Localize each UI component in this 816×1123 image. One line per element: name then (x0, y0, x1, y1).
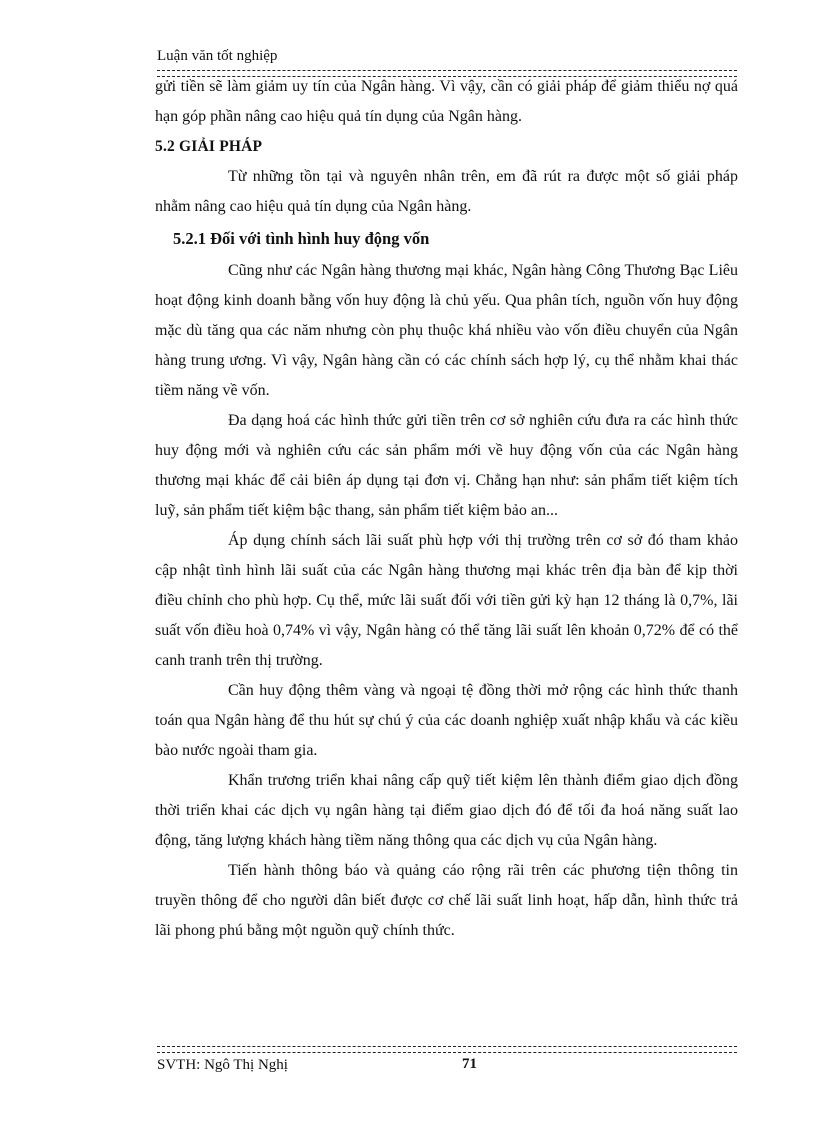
page-number: 71 (462, 1056, 477, 1072)
subsection-heading: 5.2.1 Đối với tình hình huy động vốn (173, 229, 430, 248)
paragraph: Cũng như các Ngân hàng thương mại khác, Ngân hàng Công Thương Bạc Liêu hoạt động kinh doanh bằng vốn huy động là chủ yếu. Qua phân tích, nguồn vốn huy động mặc dù tăng qua các năm nhưng còn phụ thuộc khá nhiều vào vốn điều chuyển của Ngân hàng trung ương. Vì vậy, Ngân hàng cần có các chính sách hợp lý, cụ thể nhằm khai thác tiềm năng về vốn. (155, 262, 738, 399)
running-header: Luận văn tốt nghiệp (157, 48, 278, 64)
footer-author: SVTH: Ngô Thị Nghị (157, 1057, 288, 1073)
paragraph: Tiến hành thông báo và quảng cáo rộng rãi trên các phương tiện thông tin truyền thông để cho người dân biết được cơ chế lãi suất linh hoạt, hấp dẫn, hình thức trả lãi phong phú bằng một nguồn quỹ chính thức. (155, 862, 738, 939)
section-heading: 5.2 GIẢI PHÁP (155, 138, 263, 155)
paragraph: Áp dụng chính sách lãi suất phù hợp với thị trường trên cơ sở đó tham khảo cập nhật tình hình lãi suất của các Ngân hàng thương mại khác trên địa bàn để kịp thời điều chỉnh cho phù hợp. Cụ thể, mức lãi suất đối với tiền gửi kỳ hạn 12 tháng là 0,7%, lãi suất vốn điều hoà 0,74% vì vậy, Ngân hàng có thể tăng lãi suất lên khoản 0,72% để có thể canh tranh trên thị trường. (155, 532, 738, 669)
paragraph: Khẩn trương triển khai nâng cấp quỹ tiết kiệm lên thành điểm giao dịch đồng thời triển khai các dịch vụ ngân hàng tại điểm giao dịch đó để tối đa hoá năng suất lao động, tăng lượng khách hàng tiềm năng thông qua các dịch vụ của Ngân hàng. (155, 772, 738, 849)
footer-rule (157, 1046, 737, 1053)
paragraph: Từ những tồn tại và nguyên nhân trên, em đã rút ra được một số giải pháp nhằm nâng cao hiệu quả tín dụng của Ngân hàng. (155, 168, 738, 215)
page-content (155, 72, 738, 946)
paragraph-continued: gửi tiền sẽ làm giảm uy tín của Ngân hàng. Vì vậy, cần có giải pháp để giảm thiểu nợ quá hạn góp phần nâng cao hiệu quả tín dụng của Ngân hàng. (155, 78, 738, 125)
paragraph: Đa dạng hoá các hình thức gửi tiền trên cơ sở nghiên cứu đưa ra các hình thức huy động mới và nghiên cứu các sản phẩm mới về huy động vốn của các Ngân hàng thương mại khác để cải biên áp dụng tại đơn vị. Chẳng hạn như: sản phẩm tiết kiệm tích luỹ, sản phẩm tiết kiệm bậc thang, sản phẩm tiết kiệm bảo an... (155, 412, 738, 519)
paragraph: Cần huy động thêm vàng và ngoại tệ đồng thời mở rộng các hình thức thanh toán qua Ngân hàng để thu hút sự chú ý của các doanh nghiệp xuất nhập khẩu và các kiều bào nước ngoài tham gia. (155, 682, 738, 759)
